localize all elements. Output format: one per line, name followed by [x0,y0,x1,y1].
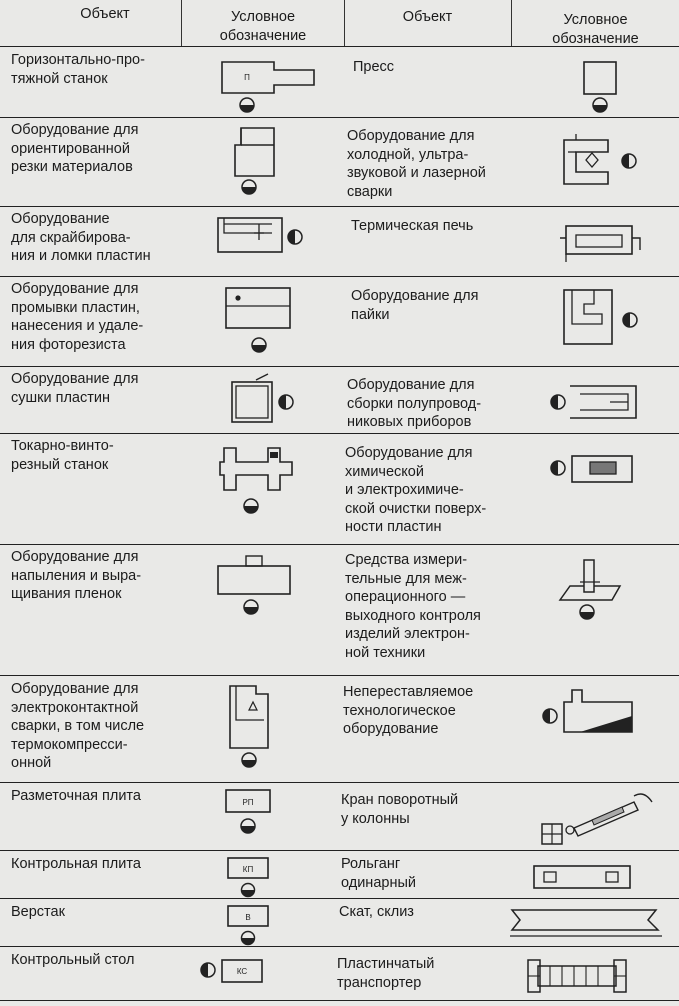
object-label-left: Оборудование для сушки пластин [11,371,139,406]
row-divider [0,206,679,207]
row-divider [0,117,679,118]
laser-welding-symbol [556,130,646,194]
object-label-right: Термическая печь [351,218,474,234]
assembly-symbol [540,378,650,428]
workbench-symbol [220,900,280,946]
header-divider [181,0,182,46]
object-label-left: Оборудование для электроконтактной сварки, в том числе термокомпресси- онной [11,681,145,772]
header-object-2: Объект [402,9,453,25]
object-label-right: Скат, склиз [339,904,414,920]
object-label-left: Контрольный стол [11,952,135,968]
column-crane-symbol [534,790,664,850]
contact-welding-symbol [222,680,288,770]
object-label-right: Пресс [353,59,395,75]
plate-conveyor-symbol [524,956,634,996]
chemical-cleaning-symbol [542,450,642,490]
marking-plate-label: РП [242,798,254,807]
header-symbol-1: Условное обозначение [219,9,307,44]
press-symbol [580,58,630,118]
soldering-symbol [556,284,646,356]
washing-photoresist-symbol [220,282,300,358]
fixed-equipment-symbol [536,686,646,740]
object-label-right: Непереставляемое технологическое оборудование [343,684,474,738]
row-divider [0,898,679,899]
row-divider [0,946,679,947]
header-symbol-2: Условное обозначение [552,12,639,47]
oriented-cutting-symbol [226,124,286,196]
row-divider [0,46,679,47]
object-label-right: Оборудование для химической и электрохимиче- ской очистки поверх- ности пластин [345,445,487,536]
object-label-right: Кран поворотный у колонны [341,792,459,827]
header-divider [511,0,512,46]
control-table-label: КС [236,967,248,976]
roller-conveyor-symbol [530,860,640,894]
marking-plate-symbol [220,786,280,844]
scribing-breaking-symbol [214,214,310,264]
row-divider [0,782,679,783]
header-object-1: Объект [80,6,130,22]
control-plate-label: КП [242,865,254,874]
row-divider [0,366,679,367]
row-divider [0,276,679,277]
row-divider [0,1000,679,1001]
row-divider [0,850,679,851]
thermal-furnace-symbol [556,218,652,266]
row-divider [0,544,679,545]
object-label-left: Разметочная плита [11,788,141,804]
control-plate-symbol [220,852,280,898]
chute-symbol [508,902,668,944]
object-label-right: Пластинчатый транспортер [337,956,435,991]
broaching-machine-symbol [214,57,324,115]
object-label-right: Оборудование для пайки [351,288,479,323]
object-label-left: Верстак [11,904,65,920]
header-divider [344,0,345,46]
broaching-label: П [244,73,250,82]
object-label-left: Оборудование для промывки пластин, нанесения и удале- ния фоторезиста [11,281,144,353]
object-label-left: Оборудование для скрайбирова- ния и ломки пластин [11,211,151,265]
object-label-left: Оборудование для ориентированной резки материалов [11,122,139,176]
lathe-symbol [214,440,304,518]
object-label-right: Рольганг одинарный [341,856,416,891]
object-label-left: Контрольная плита [11,856,141,872]
object-label-right: Средства измери- тельные для меж- операционного — выходного контроля изделий электрон- ной техники [345,552,481,661]
row-divider [0,675,679,676]
drying-symbol [226,370,300,430]
workbench-label: В [245,913,251,922]
sputtering-symbol [214,550,300,616]
object-label-left: Оборудование для напыления и выра- щивания пленок [11,549,142,603]
object-label-right: Оборудование для сборки полупровод- никовых приборов [347,377,482,431]
object-label-right: Оборудование для холодной, ультра- звуковой и лазерной сварки [347,128,486,200]
measuring-instruments-symbol [556,556,636,624]
control-table-symbol [196,954,272,994]
row-divider [0,433,679,434]
object-label-left: Токарно-винто- резный станок [11,438,114,473]
object-label-left: Горизонтально-про- тяжной станок [11,52,145,87]
